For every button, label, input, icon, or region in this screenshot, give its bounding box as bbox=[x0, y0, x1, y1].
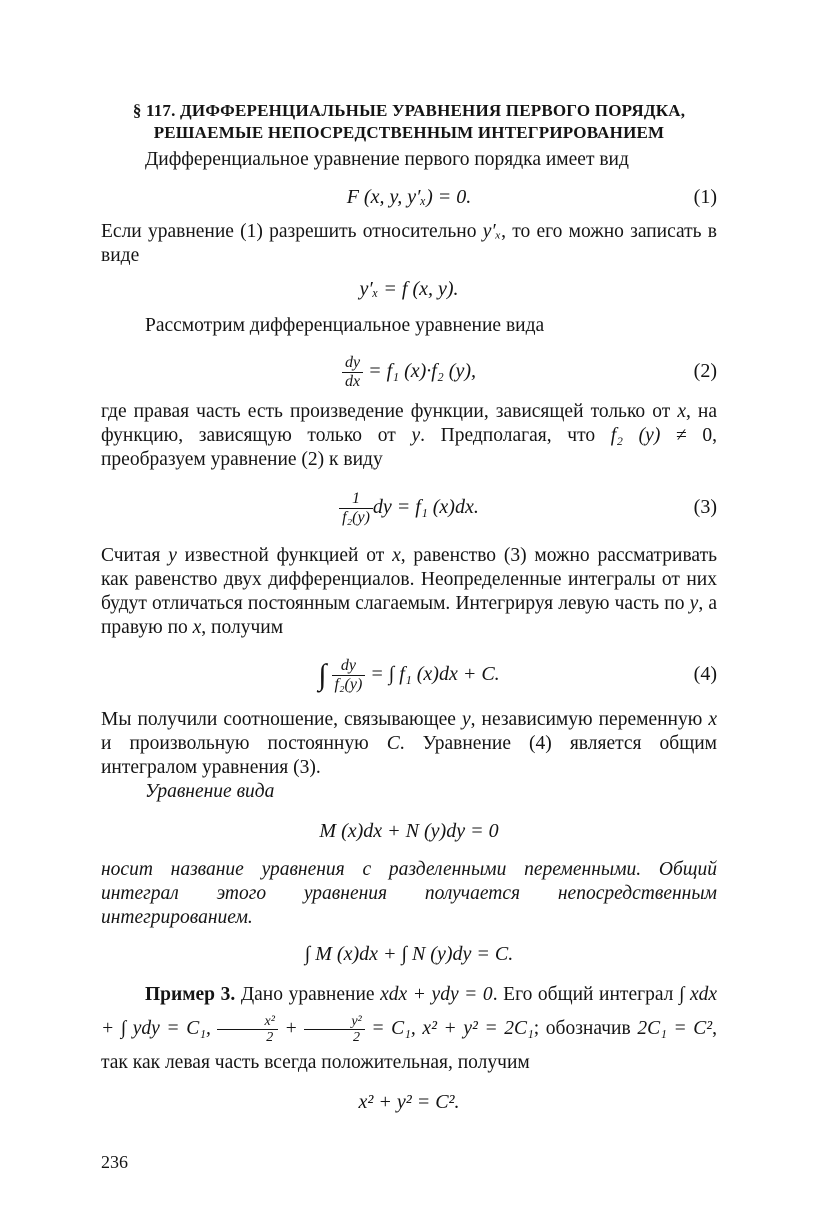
equation-separated-integral bbox=[101, 938, 717, 970]
text-run: где правая часть есть произведение функции, зависящей только от bbox=[101, 401, 678, 422]
math-inline: y bbox=[689, 593, 699, 614]
math-inline: y bbox=[411, 425, 421, 446]
equation-separated bbox=[101, 814, 717, 848]
text-run: Мы получили соотношение, связывающее bbox=[101, 709, 462, 730]
example-label: Пример 3. bbox=[145, 984, 236, 1005]
paragraph-considering bbox=[101, 544, 717, 640]
text-run: , так как левая часть всегда положительная, получим bbox=[101, 1018, 717, 1073]
fraction-x2-over-2 bbox=[217, 1014, 277, 1045]
equation-1-number: (1) bbox=[693, 186, 717, 208]
section-heading-line-1: § 117. ДИФФЕРЕНЦИАЛЬНЫЕ УРАВНЕНИЯ ПЕРВОГО ПОРЯДКА, bbox=[132, 101, 686, 120]
fraction-numerator: dy bbox=[332, 657, 366, 676]
paragraph-equation-form: Уравнение вида bbox=[145, 781, 275, 802]
math-inline: 2C₁ = C² bbox=[637, 1018, 713, 1039]
equation-solved-body: y′ₓ = f (x, y). bbox=[359, 278, 459, 300]
fraction-dy-dx bbox=[342, 354, 363, 391]
math-inline: x bbox=[708, 709, 717, 730]
paragraph-result bbox=[101, 708, 717, 780]
math-inline: x bbox=[192, 617, 202, 638]
fraction-one-over-f2 bbox=[339, 490, 373, 527]
math-inline: ∫ xdx + ∫ ydy = C₁, bbox=[101, 984, 718, 1039]
math-inline: x bbox=[677, 401, 686, 422]
text-run: Дано уравнение bbox=[235, 984, 381, 1005]
fraction-denominator: dx bbox=[344, 372, 361, 390]
equation-4-rhs: = ∫ f₁ (x)dx + C. bbox=[370, 663, 500, 685]
paragraph-example-3: Пример 3. Дано уравнение xdx + ydy = 0. Его общий интеграл ∫ xdx + ∫ ydy = C₁, $\frac{\text{x²}}{2}$ + $\frac{\text{y²}}{2}$ = C₁, x² + y² = 2C₁; обозначив 2C₁ = C², так как левая часть всегда положительная, получим bbox=[101, 984, 718, 1073]
paragraph-where bbox=[101, 400, 717, 472]
section-heading-line-2: РЕШАЕМЫЕ НЕПОСРЕДСТВЕННЫМ ИНТЕГРИРОВАНИЕМ bbox=[153, 123, 665, 142]
equation-2 bbox=[101, 348, 717, 394]
equation-1-body: F (x, y, y′ₓ) = 0. bbox=[346, 186, 472, 208]
text-run: ; обозначив bbox=[533, 1018, 638, 1039]
text-run: , то его можно записать в виде bbox=[101, 221, 717, 266]
equation-4 bbox=[101, 648, 717, 700]
text-run: Если уравнение (1) разрешить относительно bbox=[101, 221, 483, 242]
math-inline: x² + y² = 2C₁ bbox=[422, 1018, 534, 1039]
text-run: . Предполагая, что bbox=[420, 425, 611, 446]
equation-2-number: (2) bbox=[693, 360, 717, 382]
equation-solved bbox=[101, 274, 717, 304]
paragraph-solve bbox=[101, 220, 717, 268]
math-inline: x bbox=[392, 545, 401, 566]
integral-sign: ∫ bbox=[318, 658, 327, 692]
fraction-y2-over-2 bbox=[304, 1014, 364, 1045]
fraction-numerator: x² bbox=[217, 1014, 277, 1030]
paragraph-consider: Рассмотрим дифференциальное уравнение вида bbox=[145, 315, 545, 336]
text-run: . Уравнение (4) является общим интегралом уравнения (3). bbox=[101, 733, 717, 778]
equation-3-number: (3) bbox=[693, 496, 717, 518]
paragraph-definition: носит название уравнения с разделенными переменными. Общий интеграл этого уравнения получается непосредственным интегрированием. bbox=[101, 859, 717, 928]
fraction-denominator: f₂(y) bbox=[342, 508, 370, 526]
text-run: , независимую переменную bbox=[470, 709, 709, 730]
math-inline: y bbox=[168, 545, 177, 566]
text-run: , получим bbox=[201, 617, 284, 638]
section-heading bbox=[101, 100, 717, 144]
text-run: Считая bbox=[101, 545, 169, 566]
math-inline: C bbox=[386, 733, 400, 754]
fraction-denominator: f₂(y) bbox=[334, 675, 363, 693]
fraction-numerator: y² bbox=[304, 1014, 364, 1030]
text-run: , а правую по bbox=[101, 593, 717, 638]
equation-1 bbox=[101, 182, 717, 212]
math-inline: xdx + ydy = 0 bbox=[380, 984, 493, 1005]
text-run: , равенство (3) можно рассматривать как равенство двух дифференциалов. Неопределенные интегралы от них будут отличаться постоянным слагаемым. Интегрируя левую часть по bbox=[101, 545, 717, 614]
fraction-numerator: 1 bbox=[339, 490, 373, 509]
fraction-denominator: 2 bbox=[353, 1030, 361, 1046]
equation-final bbox=[101, 1086, 717, 1118]
equation-4-number: (4) bbox=[693, 663, 717, 685]
math-inline: f₂ (y) bbox=[610, 425, 661, 446]
text-run: и произвольную постоянную bbox=[101, 733, 387, 754]
text-run: известной функцией от bbox=[176, 545, 393, 566]
equation-separated-integral-body: ∫ M (x)dx + ∫ N (y)dy = C. bbox=[304, 943, 514, 965]
fraction-dy-over-f2 bbox=[332, 657, 366, 694]
fraction-numerator: dy bbox=[342, 354, 363, 373]
equation-final-body: x² + y² = C². bbox=[358, 1091, 460, 1113]
page bbox=[101, 100, 717, 1173]
text-run: . Его общий интеграл bbox=[492, 984, 680, 1005]
text-run: , на функцию, зависящую только от bbox=[101, 401, 718, 446]
equation-3 bbox=[101, 482, 717, 532]
paragraph-intro: Дифференциальное уравнение первого порядка имеет вид bbox=[145, 149, 629, 170]
equation-2-rhs: = f₁ (x)·f₂ (y), bbox=[368, 360, 477, 382]
equation-separated-body: M (x)dx + N (y)dy = 0 bbox=[319, 820, 499, 842]
equation-3-rhs: dy = f₁ (x)dx. bbox=[372, 496, 479, 518]
math-inline: = C₁, bbox=[364, 1018, 423, 1039]
page-number: 236 bbox=[101, 1152, 128, 1172]
fraction-denominator: 2 bbox=[266, 1030, 274, 1046]
text-run: ≠ 0, преобразуем уравнение (2) к виду bbox=[101, 425, 718, 470]
math-inline: y′ₓ bbox=[482, 221, 502, 242]
math-inline: y bbox=[461, 709, 471, 730]
